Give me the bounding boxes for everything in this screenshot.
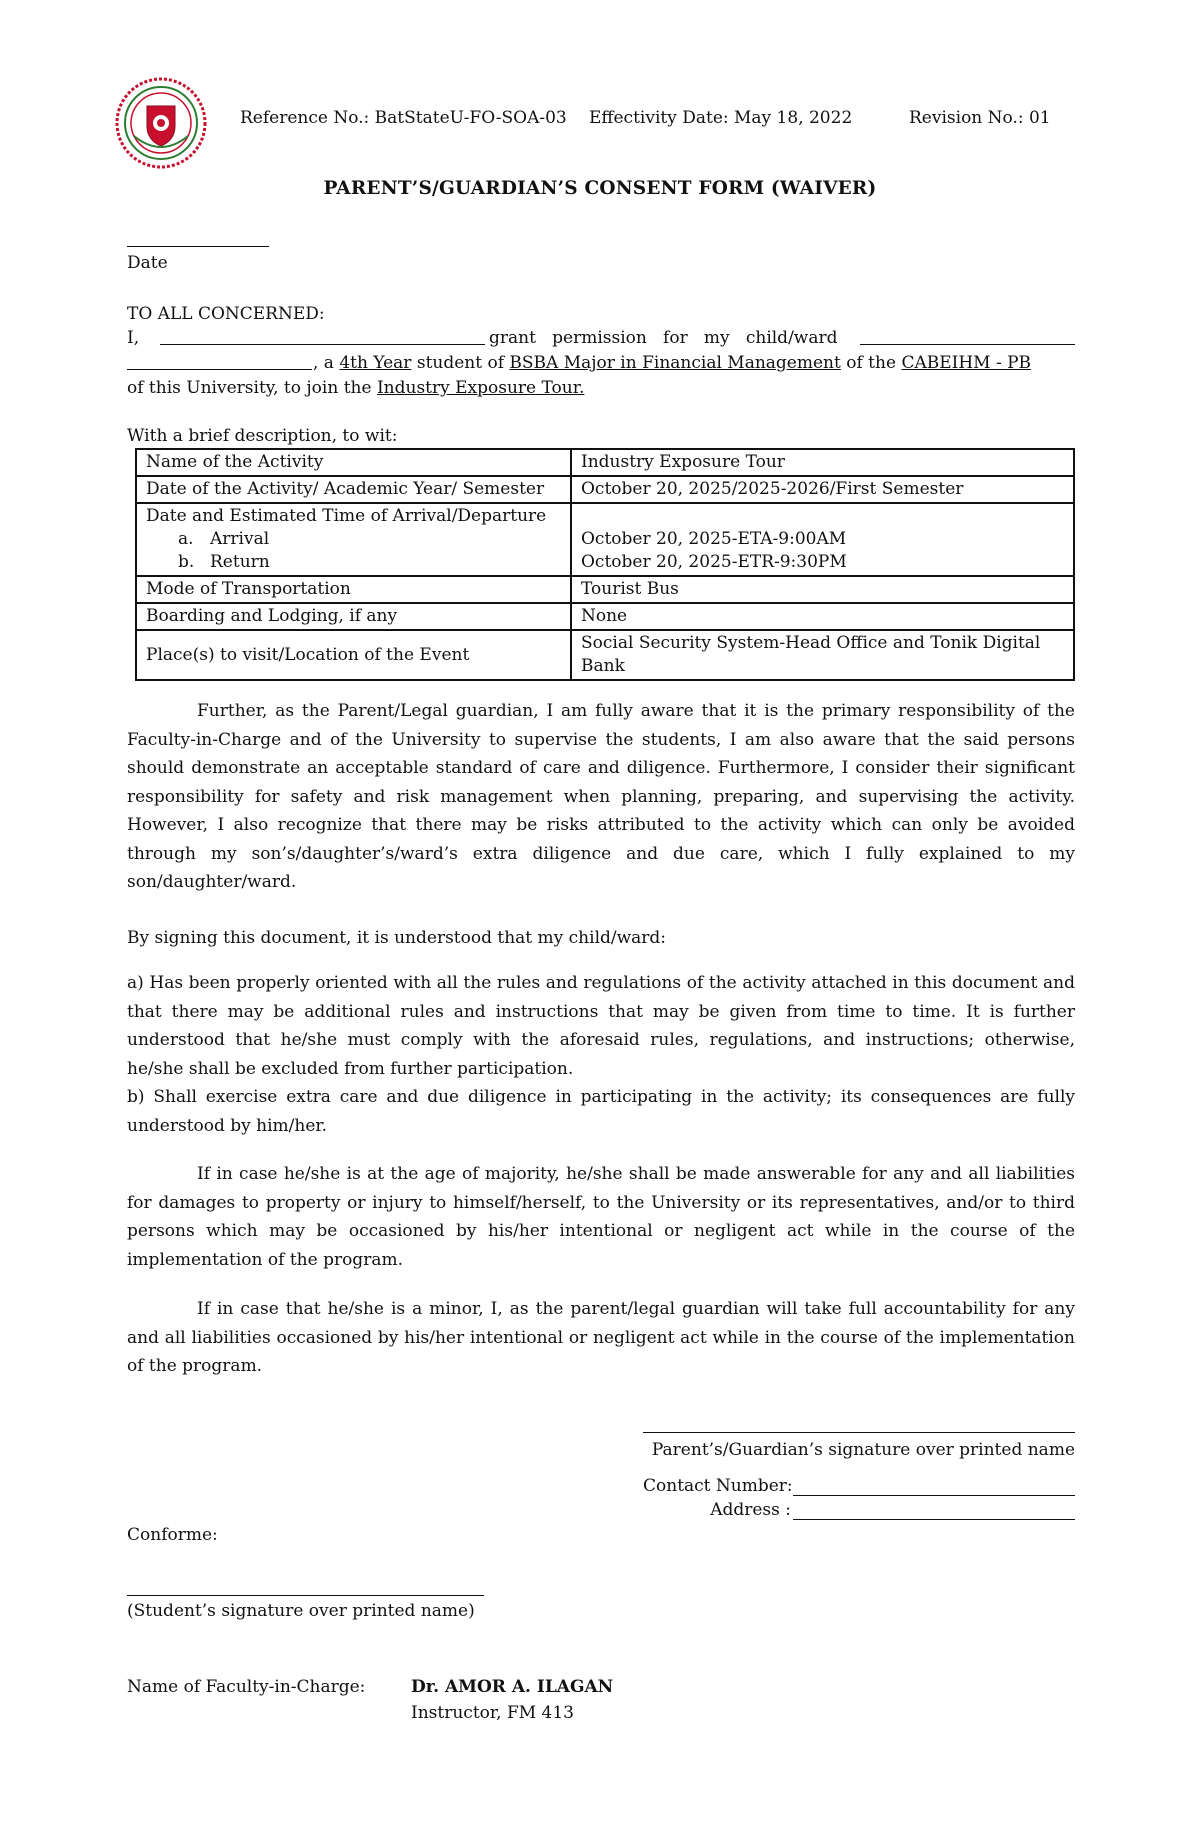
activity-name-value: Industry Exposure Tour [571,449,1074,476]
activity-details-table [135,448,1075,681]
activity-date-value: October 20, 2025/2025-2026/First Semester [571,476,1074,503]
return-value: October 20, 2025-ETR-9:30PM [581,552,847,572]
arrival-value: October 20, 2025-ETA-9:00AM [581,529,847,549]
boarding-label: Boarding and Lodging, if any [136,603,571,630]
revision-number: Revision No.: 01 [909,108,1051,128]
paragraph-awareness: Further, as the Parent/Legal guardian, I am fully aware that it is the primary responsibility of the Faculty-in-Charge and of the University to supervise the students, I am also aware that the said persons should demonstrate an acceptable standard of care and diligence. Furthermore, I consider their significant responsibility for safety and risk management when planning, preparing, and supervising the activity. However, I also recognize that there may be risks attributed to the activity which can only be avoided through my son’s/daughter’s/ward’s extra diligence and due care, which I fully explained to my son/daughter/ward. [127,701,1075,892]
date-line [127,246,269,247]
arrival-departure-values [571,503,1074,576]
date-label: Date [127,253,168,273]
transport-label: Mode of Transportation [136,576,571,603]
brief-description: With a brief description, to wit: [127,426,398,446]
return-item [146,551,561,574]
table-row [136,449,1074,476]
student-signature-line [127,1595,484,1596]
paragraph-condition-b: b) Shall exercise extra care and due diligence in participating in the activity; its consequences are fully understood by him/her. [127,1087,1075,1136]
parent-name-line [160,344,485,345]
faculty-name: Dr. AMOR A. ILAGAN [411,1677,614,1697]
contact-number-line [793,1495,1075,1496]
paragraph-signing: By signing this document, it is understood that my child/ward: [127,928,667,948]
boarding-value: None [571,603,1074,630]
permission-i: I, [127,328,140,348]
table-row [136,603,1074,630]
paragraph-minor: If in case that he/she is a minor, I, as the parent/legal guardian will take full accountability for any and all liabilities occasioned by his/her intentional or negligent act while in the course of the implementation of the program. [127,1299,1075,1376]
paragraph-condition-a: a) Has been properly oriented with all the rules and regulations of the activity attached in this document and that there may be additional rules and instructions that may be given from time to time. It is further understood that he/she must comply with the aforesaid rules, regulations, and instructions; otherwise, he/she shall be excluded from further participation. [127,973,1075,1079]
college-name: CABEIHM - PB [901,353,1032,373]
address-line [793,1519,1075,1520]
conforme-label: Conforme: [127,1525,218,1545]
arrival-departure-cell [136,503,571,576]
table-row [136,576,1074,603]
return-letter: b. [178,552,195,572]
table-row [136,476,1074,503]
permission-line-3 [127,378,584,398]
student-signature-label: (Student’s signature over printed name) [127,1601,475,1621]
parent-signature-line [643,1432,1075,1433]
permission-line-2 [313,353,1031,373]
arrival-departure-label: Date and Estimated Time of Arrival/Departure [146,506,547,526]
faculty-label: Name of Faculty-in-Charge: [127,1677,366,1697]
program-name: BSBA Major in Financial Management [509,353,841,373]
table-row [136,503,1074,576]
contact-number-label: Contact Number: [643,1476,793,1496]
comma-a: , a [313,353,334,373]
of-the: of the [846,353,897,373]
arrival-item [146,528,561,551]
year-level: 4th Year [339,353,412,373]
activity-name-label: Name of the Activity [136,449,571,476]
page-title: PARENT’S/GUARDIAN’S CONSENT FORM (WAIVER) [323,178,877,199]
paragraph-majority: If in case he/she is at the age of majority, he/she shall be made answerable for any and all liabilities for damages to property or injury to himself/herself, to the University or its representatives, and/or to third persons which may be occasioned by his/her intentional or negligent act while in the course of the implementation of the program. [127,1164,1075,1270]
activity-date-label: Date of the Activity/ Academic Year/ Semester [136,476,571,503]
place-value: Social Security System-Head Office and Tonik Digital Bank [571,630,1074,680]
salutation: TO ALL CONCERNED: [127,304,325,324]
arrival-letter: a. [178,529,194,549]
address-label: Address : [710,1500,791,1520]
line3-prefix: of this University, to join the [127,378,372,398]
transport-value: Tourist Bus [571,576,1074,603]
child-name-line-2 [127,369,312,370]
student-of: student of [416,353,505,373]
activity-name: Industry Exposure Tour. [376,378,585,398]
arrival-label: Arrival [210,529,270,549]
parent-signature-label: Parent’s/Guardian’s signature over printed name [651,1440,1075,1460]
university-seal-logo [114,76,208,170]
table-row [136,630,1074,680]
child-name-line-1 [860,344,1075,345]
reference-number: Reference No.: BatStateU-FO-SOA-03 [240,108,567,128]
faculty-role: Instructor, FM 413 [411,1703,575,1723]
grant-permission-text: grant permission for my child/ward [489,328,838,348]
place-label: Place(s) to visit/Location of the Event [136,630,571,680]
effectivity-date: Effectivity Date: May 18, 2022 [589,108,853,128]
return-label: Return [210,552,270,572]
